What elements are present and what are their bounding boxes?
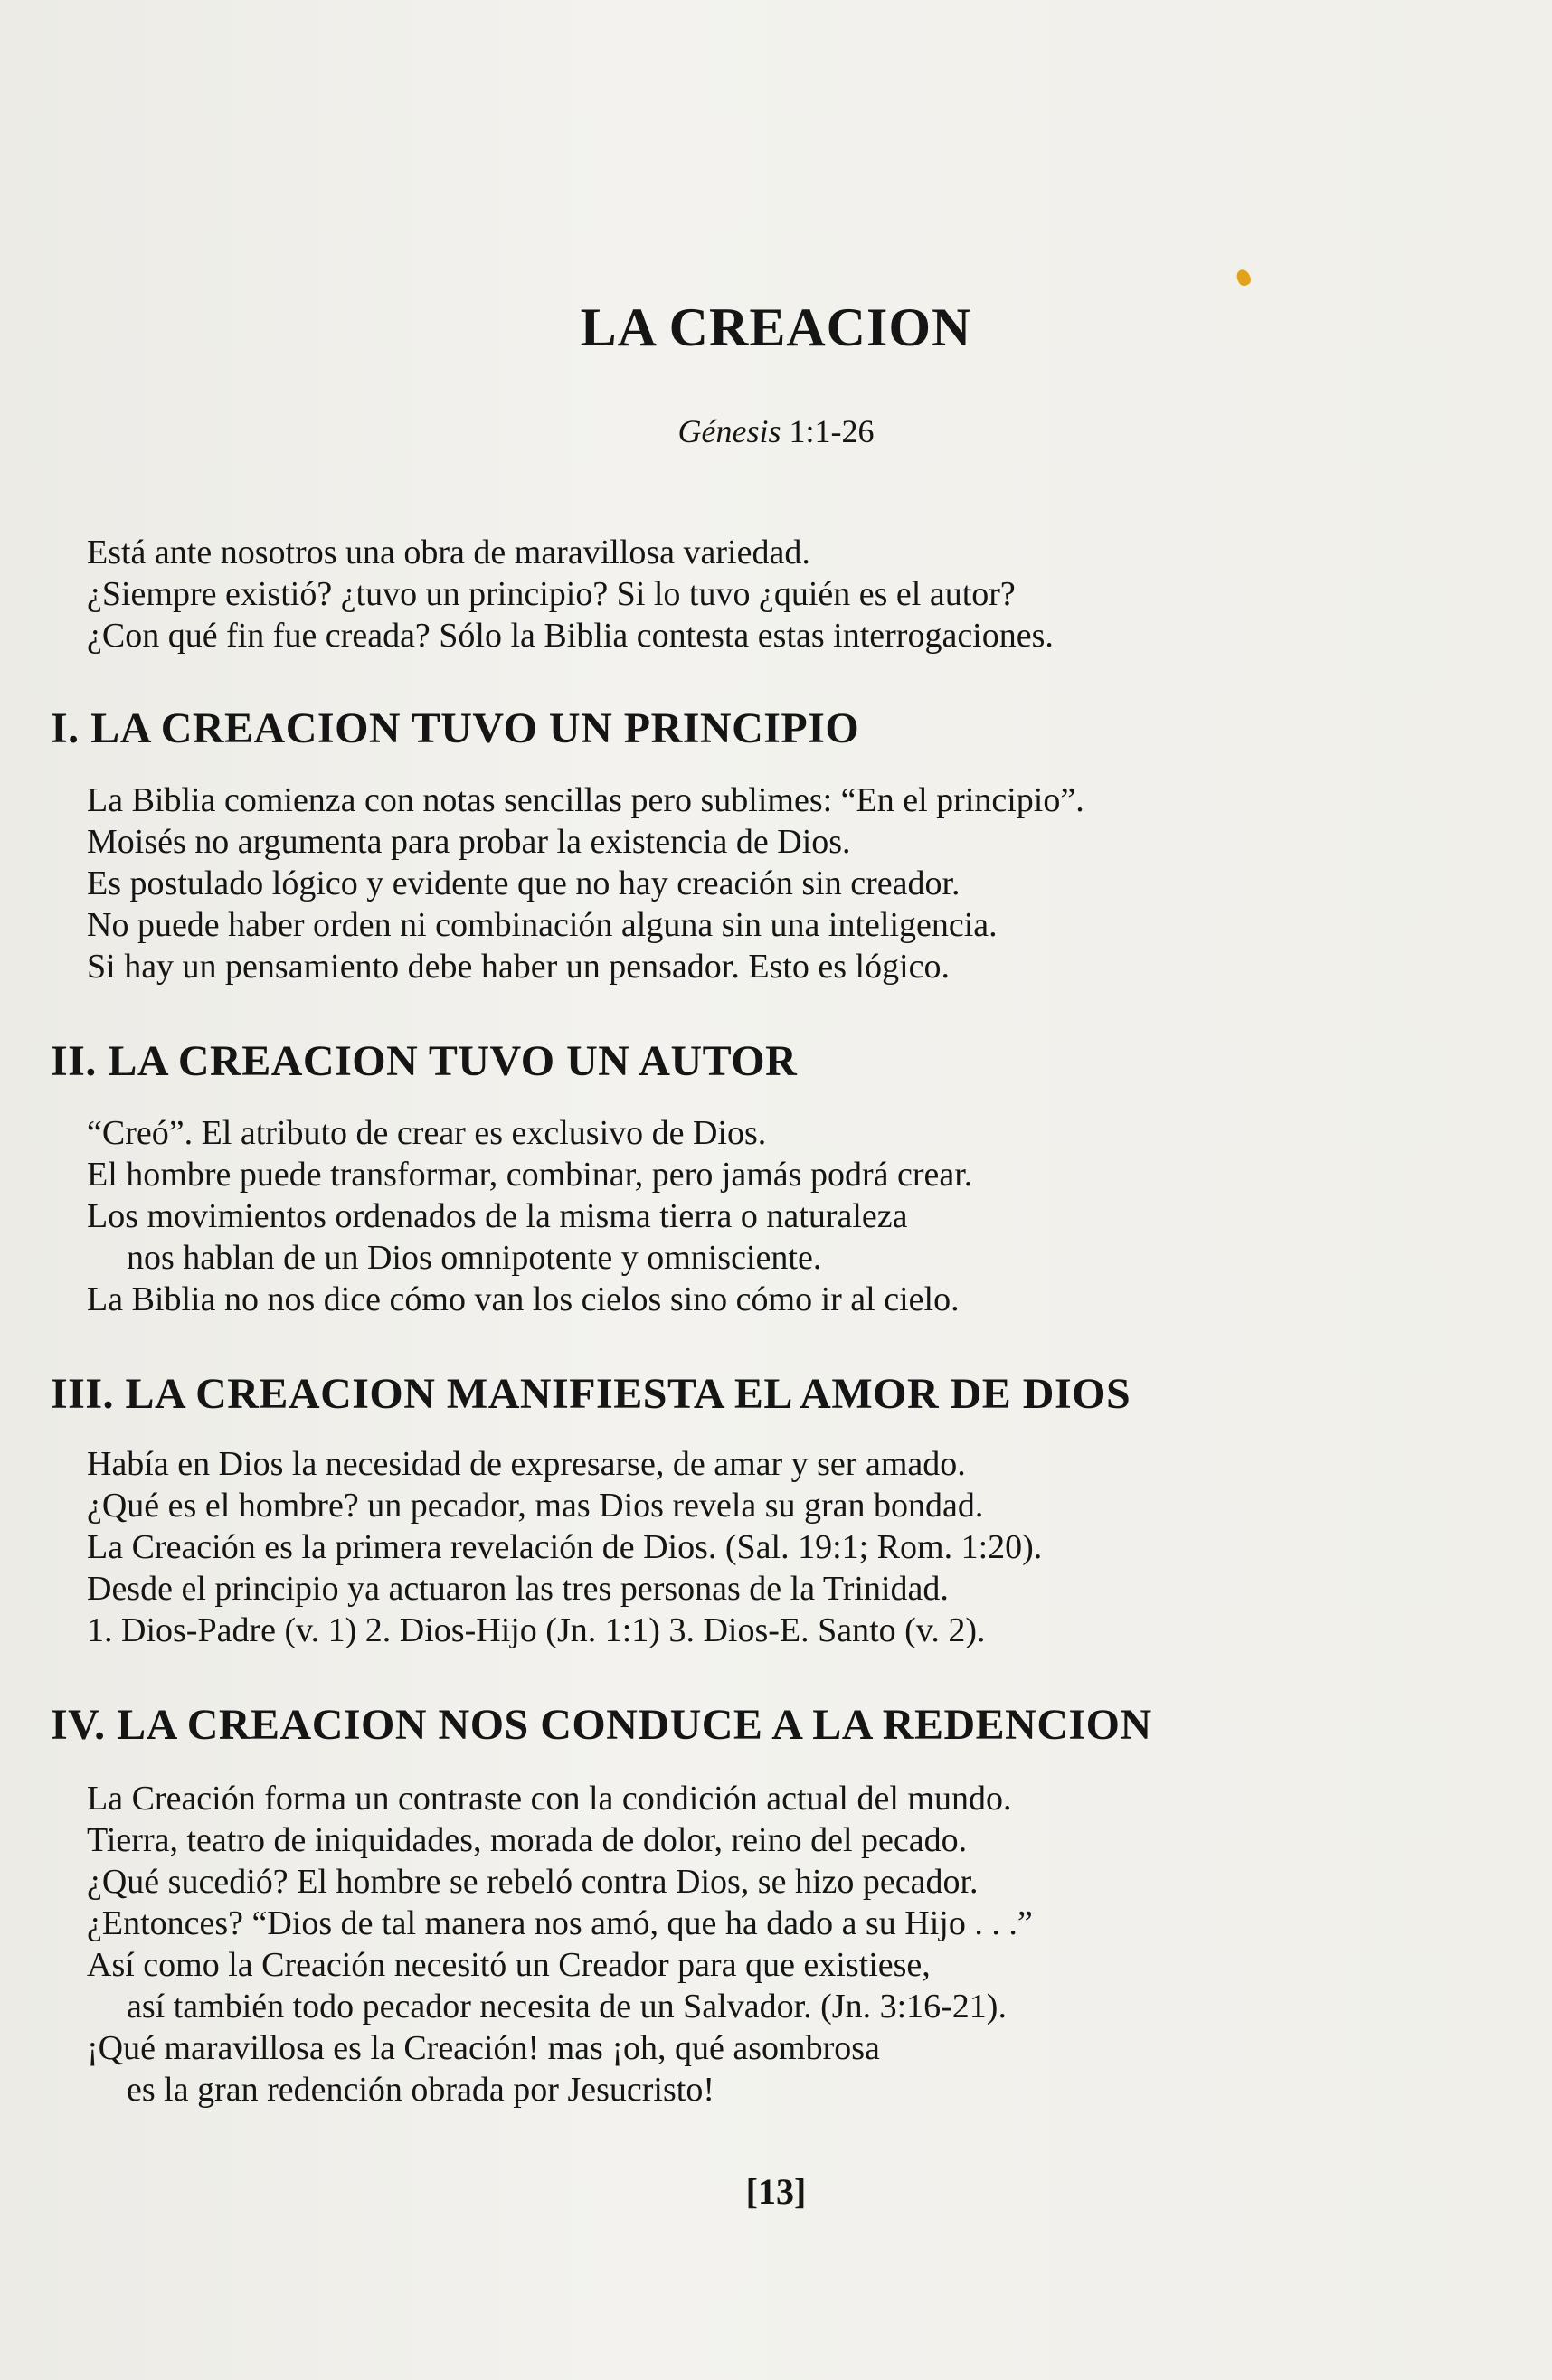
- section-line: Así como la Creación necesitó un Creador para que existiese,: [87, 1946, 931, 1984]
- section-3-body: [87, 1443, 1317, 1651]
- section-line: Había en Dios la necesidad de expresarse, de amar y ser amado.: [87, 1445, 966, 1483]
- section-2-body: [87, 1112, 1317, 1320]
- intro-paragraph: [87, 532, 1317, 656]
- section-line: nos hablan de un Dios omnipotente y omnisciente.: [127, 1239, 822, 1277]
- section-4-body: [87, 1778, 1317, 2111]
- scripture-reference: [0, 412, 1552, 450]
- intro-line: ¿Siempre existió? ¿tuvo un principio? Si lo tuvo ¿quién es el autor?: [87, 575, 1016, 613]
- section-heading-1: I. LA CREACION TUVO UN PRINCIPIO: [51, 704, 860, 752]
- intro-line: ¿Con qué fin fue creada? Sólo la Biblia contesta estas interrogaciones.: [87, 617, 1054, 655]
- bleed-through-text: [54, 163, 63, 205]
- section-line: La Biblia comienza con notas sencillas pero sublimes: “En el principio”.: [87, 781, 1084, 819]
- section-line: No puede haber orden ni combinación alguna sin una inteligencia.: [87, 906, 998, 944]
- section-line: “Creó”. El atributo de crear es exclusivo de Dios.: [87, 1114, 767, 1152]
- section-line: El hombre puede transformar, combinar, pero jamás podrá crear.: [87, 1156, 973, 1194]
- reference-book: Génesis: [677, 413, 781, 449]
- section-1-body: [87, 779, 1317, 987]
- section-line: es la gran redención obrada por Jesucristo!: [127, 2071, 714, 2109]
- reference-verses: 1:1-26: [789, 413, 875, 449]
- page-title: LA CREACION: [580, 298, 972, 357]
- section-line: ¿Qué sucedió? El hombre se rebeló contra Dios, se hizo pecador.: [87, 1863, 979, 1901]
- section-line: La Biblia no nos dice cómo van los cielos sino cómo ir al cielo.: [87, 1280, 960, 1318]
- section-line: ¡Qué maravillosa es la Creación! mas ¡oh, qué asombrosa: [87, 2029, 880, 2067]
- page-number: [13]: [745, 2171, 807, 2212]
- section-line: La Creación forma un contraste con la condición actual del mundo.: [87, 1780, 1012, 1818]
- section-heading-3: III. LA CREACION MANIFIESTA EL AMOR DE DIOS: [51, 1370, 1131, 1418]
- section-line: ¿Qué es el hombre? un pecador, mas Dios revela su gran bondad.: [87, 1487, 984, 1525]
- section-line: Es postulado lógico y evidente que no hay creación sin creador.: [87, 864, 961, 902]
- section-line: Si hay un pensamiento debe haber un pensador. Esto es lógico.: [87, 948, 951, 986]
- section-line: Tierra, teatro de iniquidades, morada de dolor, reino del pecado.: [87, 1821, 968, 1859]
- section-line: Los movimientos ordenados de la misma tierra o naturaleza: [87, 1197, 908, 1235]
- intro-line: Está ante nosotros una obra de maravillosa variedad.: [87, 534, 810, 571]
- section-line: ¿Entonces? “Dios de tal manera nos amó, que ha dado a su Hijo . . .”: [87, 1904, 1033, 1942]
- section-line: Moisés no argumenta para probar la existencia de Dios.: [87, 823, 851, 861]
- section-line: Desde el principio ya actuaron las tres personas de la Trinidad.: [87, 1570, 949, 1608]
- section-heading-2: II. LA CREACION TUVO UN AUTOR: [51, 1037, 798, 1085]
- section-line: La Creación es la primera revelación de Dios. (Sal. 19:1; Rom. 1:20).: [87, 1528, 1043, 1566]
- section-line: así también todo pecador necesita de un Salvador. (Jn. 3:16-21).: [127, 1988, 1007, 2026]
- ink-spot: [1235, 268, 1253, 288]
- section-line: 1. Dios-Padre (v. 1) 2. Dios-Hijo (Jn. 1:1) 3. Dios-E. Santo (v. 2).: [87, 1611, 986, 1649]
- section-heading-4: IV. LA CREACION NOS CONDUCE A LA REDENCION: [51, 1701, 1152, 1749]
